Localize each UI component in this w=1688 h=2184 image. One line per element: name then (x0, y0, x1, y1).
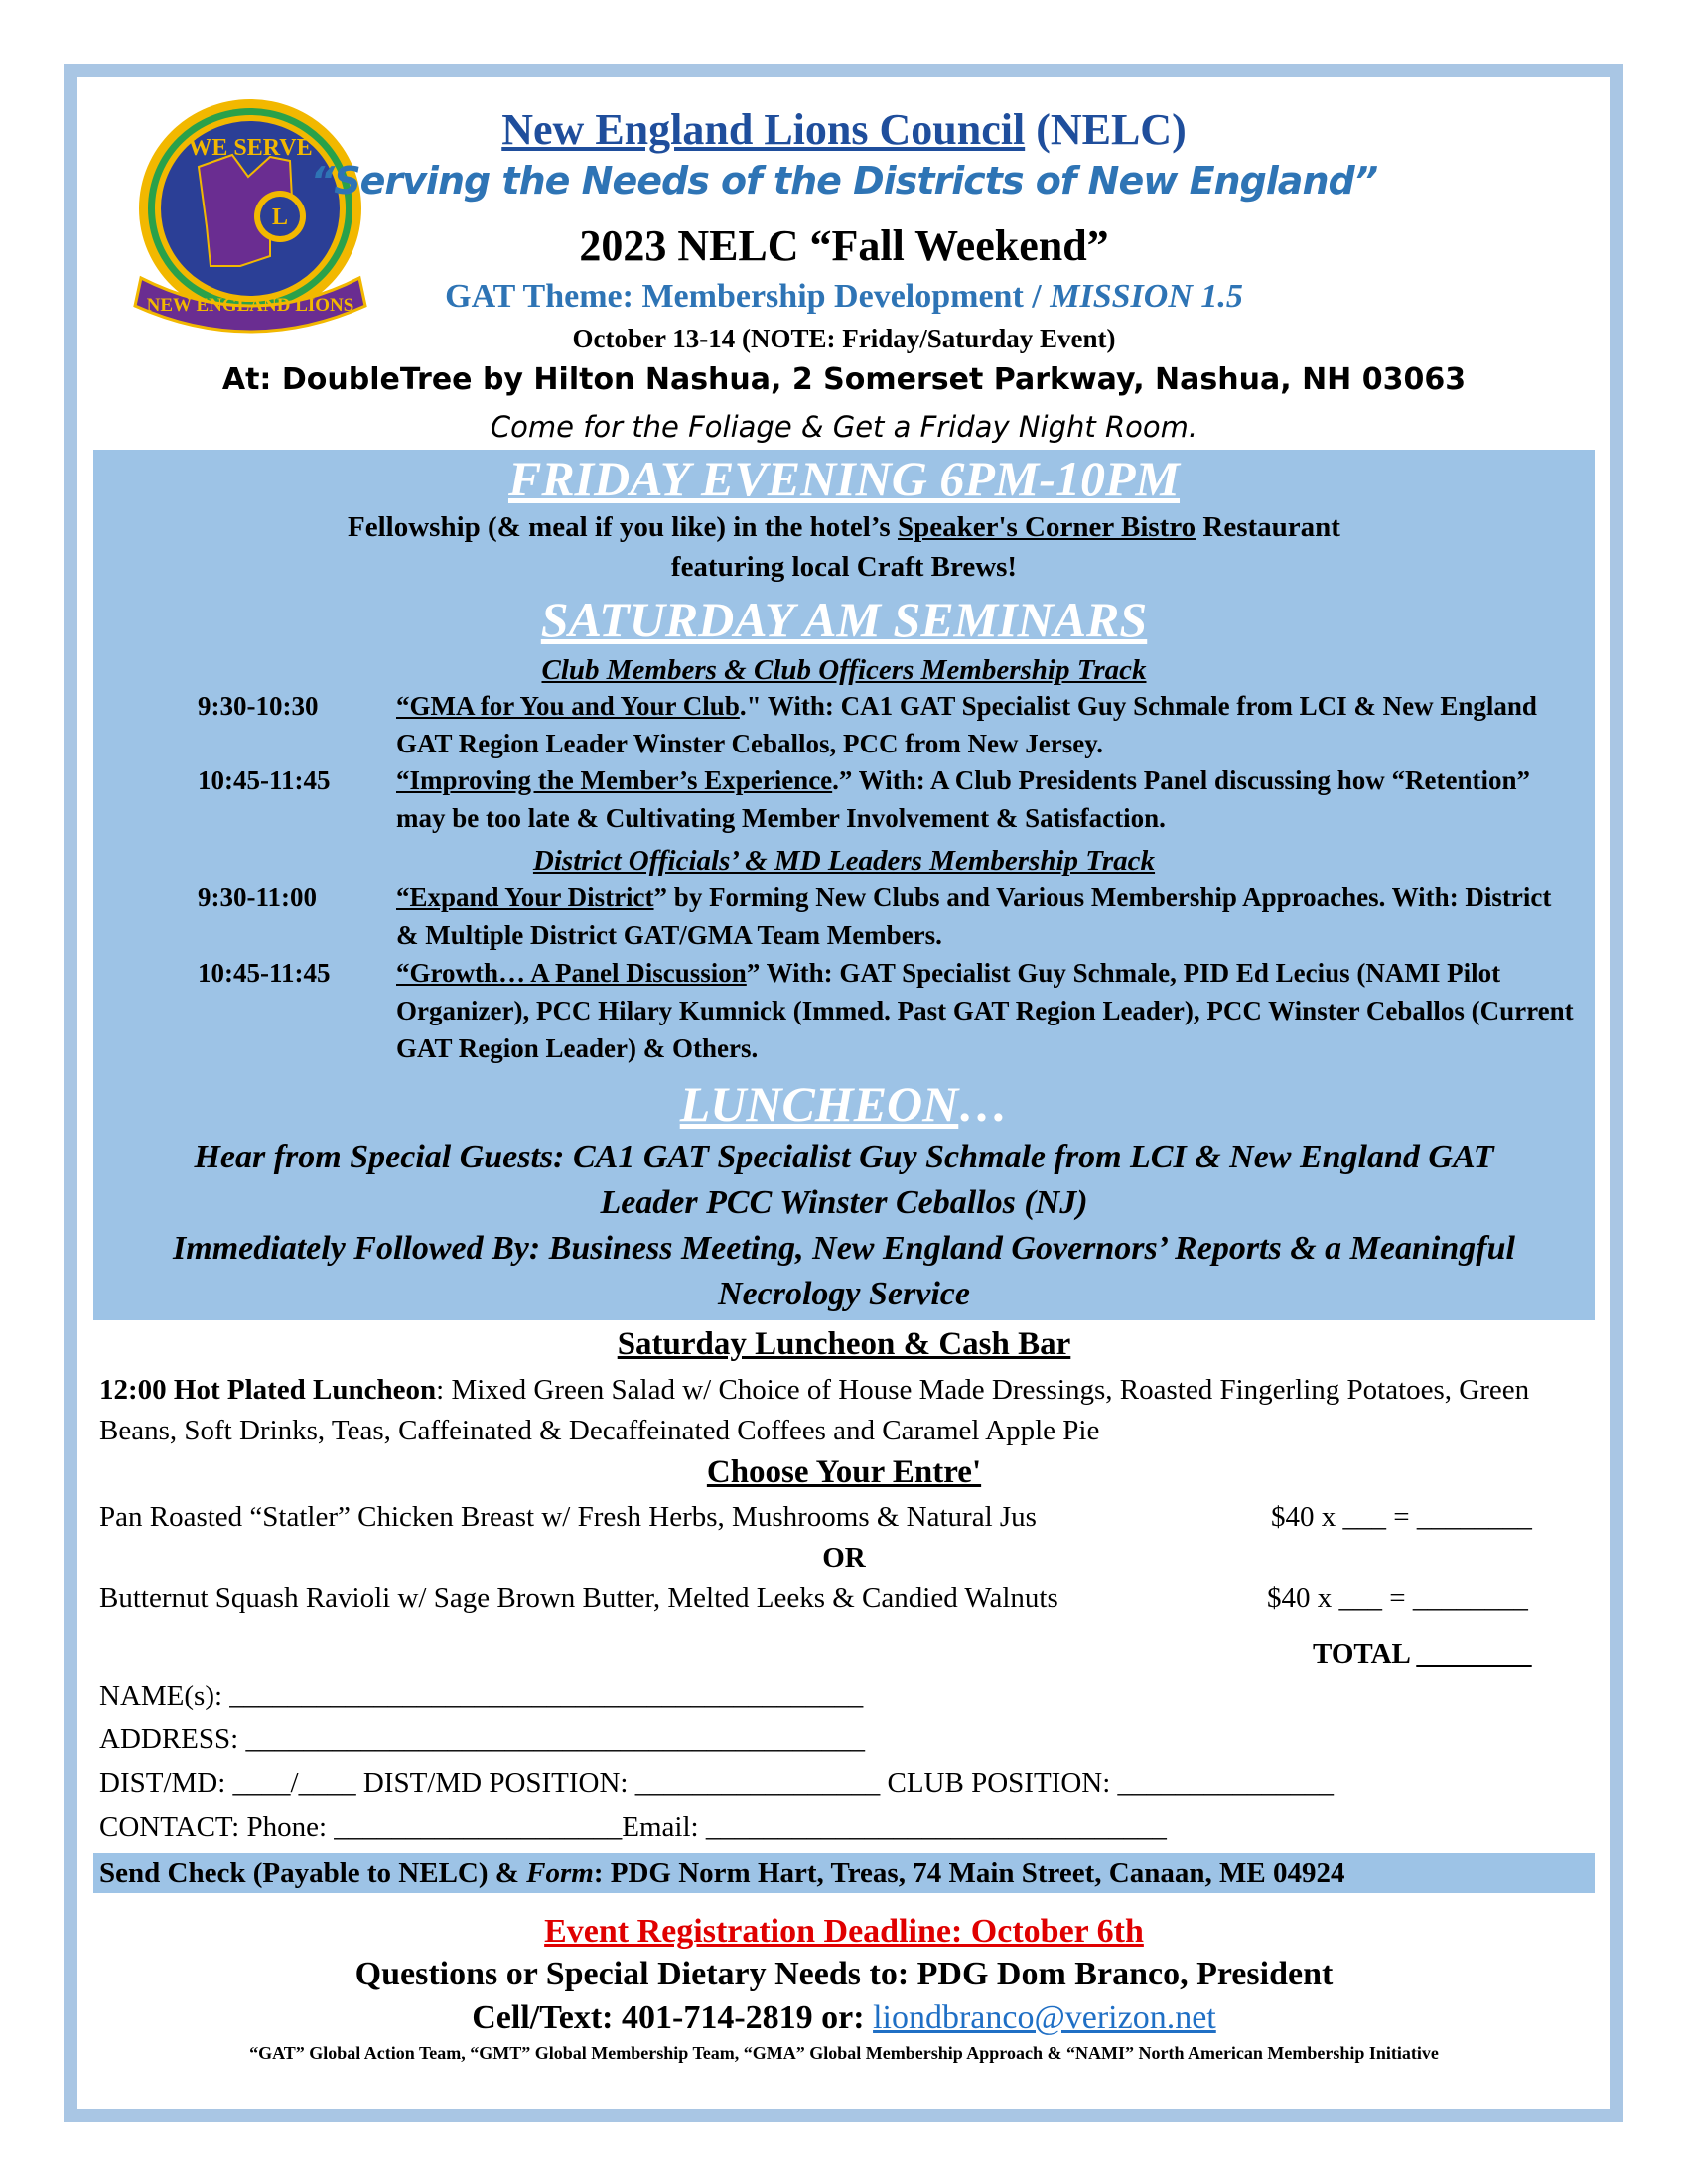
logo-letter: L (271, 205, 289, 230)
luncheon-title: Saturday Luncheon & Cash Bar (617, 1326, 1071, 1362)
cell-line: Cell/Text: 401-714-2819 or: liondbranco@verizon.net (472, 1999, 1216, 2036)
contact-field[interactable]: CONTACT: Phone: ____________________Email: ________________________________ (99, 1811, 1167, 1843)
theme-mission: MISSION 1.5 (1050, 278, 1243, 315)
total-field[interactable]: TOTAL ________ (1313, 1638, 1532, 1670)
price-ravioli[interactable]: $40 x ___ = ________ (1267, 1582, 1528, 1614)
session-desc: “Growth… A Panel Discussion” With: GAT Specialist Guy Schmale, PID Ed Lecius (NAMI Pilot Organizer), PCC Hilary Kumnick (Immed. Past GAT Region Leader), PCC Winster Ceballos (Current GAT Region Leader) & Others. (396, 958, 1574, 1063)
entree-chicken: Pan Roasted “Statler” Chicken Breast w/ Fresh Herbs, Mushrooms & Natural Jus (99, 1501, 1037, 1533)
track-2-title: District Officials’ & MD Leaders Membership Track (532, 845, 1156, 877)
event-dates: October 13-14 (NOTE: Friday/Saturday Event) (572, 324, 1116, 353)
track-1-title: Club Members & Club Officers Membership Track (541, 654, 1147, 686)
send-check-bar: Send Check (Payable to NELC) & Form: PDG Norm Hart, Treas, 74 Main Street, Canaan, ME 04924 (93, 1853, 1595, 1893)
session-desc: “Expand Your District” by Forming New Clubs and Various Membership Approaches. With: District & Multiple District GAT/GMA Team Members. (396, 883, 1552, 950)
friday-line-2: featuring local Craft Brews! (670, 551, 1018, 583)
luncheon-heading: LUNCHEON (679, 1076, 959, 1132)
registration-deadline: Event Registration Deadline: October 6th (544, 1913, 1144, 1950)
session-time: 10:45-11:45 (198, 765, 331, 795)
friday-heading: FRIDAY EVENING 6PM-10PM (507, 451, 1181, 506)
org-title (0, 104, 1688, 155)
theme-line (0, 278, 1688, 316)
session-time: 9:30-10:30 (198, 691, 319, 721)
email-link[interactable]: liondbranco@verizon.net (873, 1999, 1216, 2036)
acronyms-footnote: “GAT” Global Action Team, “GMT” Global Membership Team, “GMA” Global Membership Approach & “NAMI” North American Membership Initiative (249, 2043, 1439, 2063)
special-guests: Hear from Special Guests: CA1 GAT Specialist Guy Schmale from LCI & New England GAT Leader PCC Winster Ceballos (NJ) (194, 1139, 1494, 1221)
program-band (93, 450, 1595, 1320)
questions-contact: Questions or Special Dietary Needs to: PDG Dom Branco, President (354, 1956, 1334, 1992)
foliage-note: Come for the Foliage & Get a Friday Night Room. (490, 410, 1198, 444)
session-time: 10:45-11:45 (198, 958, 331, 988)
motto: “Serving the Needs of the Districts of New England” (310, 159, 1378, 203)
menu-label: 12:00 Hot Plated Luncheon (99, 1374, 437, 1406)
logo-bottom-text: NEW ENGLAND LIONS (146, 295, 354, 316)
luncheon-heading-wrap (93, 1075, 1595, 1133)
event-location: At: DoubleTree by Hilton Nashua, 2 Somerset Parkway, Nashua, NH 03063 (221, 362, 1467, 397)
theme-prefix: GAT Theme: Membership Development / (445, 278, 1051, 315)
bistro-name: Speaker's Corner Bistro (897, 511, 1196, 543)
session-desc: “GMA for You and Your Club." With: CA1 GAT Specialist Guy Schmale from LCI & New England GAT Region Leader Winster Ceballos, PCC from New Jersey. (396, 691, 1537, 758)
business-meeting: Immediately Followed By: Business Meeting, New England Governors’ Reports & a Meaningful Necrology Service (173, 1230, 1515, 1312)
logo-top-text: WE SERVE (188, 135, 313, 161)
event-title: 2023 NELC “Fall Weekend” (579, 221, 1109, 270)
address-field[interactable]: ADDRESS: ___________________________________________ (99, 1723, 865, 1755)
session-desc: “Improving the Member’s Experience.” With: A Club Presidents Panel discussing how “Retention” may be too late & Cultivating Member Involvement & Satisfaction. (396, 765, 1531, 833)
entree-ravioli: Butternut Squash Ravioli w/ Sage Brown Butter, Melted Leeks & Candied Walnuts (99, 1582, 1058, 1614)
saturday-heading: SATURDAY AM SEMINARS (540, 592, 1148, 647)
or-divider: OR (822, 1542, 866, 1573)
luncheon-dots: … (958, 1076, 1009, 1132)
session-time: 9:30-11:00 (198, 883, 317, 912)
names-field[interactable]: NAME(s): ____________________________________________ (99, 1680, 864, 1711)
choose-entree: Choose Your Entre' (706, 1454, 982, 1490)
friday-line-1: Fellowship (& meal if you like) in the hotel’s Speaker's Corner Bistro Restaurant (348, 511, 1340, 543)
org-abbr: (NELC) (1025, 105, 1187, 154)
dist-field[interactable]: DIST/MD: ____/____ DIST/MD POSITION: _________________ CLUB POSITION: _______________ (99, 1767, 1335, 1799)
menu-text: 12:00 Hot Plated Luncheon: Mixed Green Salad w/ Choice of House Made Dressings, Roasted Fingerling Potatoes, Green Beans, Soft Drinks, Teas, Caffeinated & Decaffeinated Coffees and Caramel Apple Pie (99, 1374, 1530, 1446)
org-name: New England Lions Council (501, 105, 1026, 154)
price-chicken[interactable]: $40 x ___ = ________ (1271, 1501, 1532, 1533)
